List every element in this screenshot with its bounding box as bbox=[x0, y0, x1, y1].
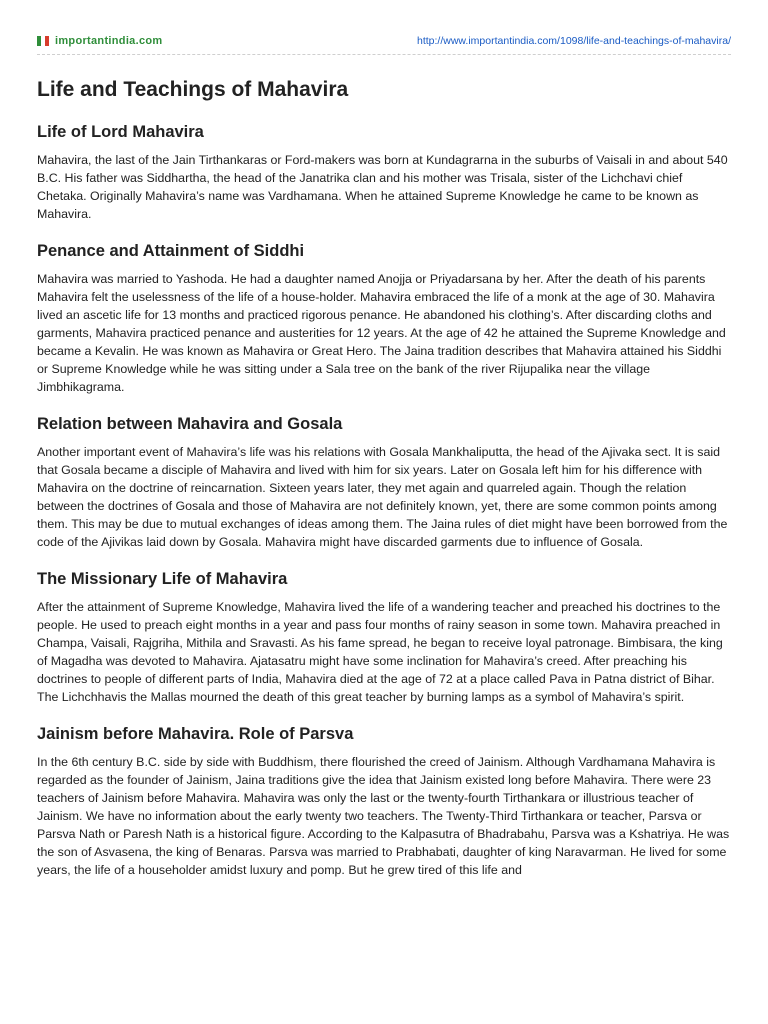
flag-stripe-red bbox=[45, 36, 49, 46]
section-body-life: Mahavira, the last of the Jain Tirthankaras or Ford-makers was born at Kundagrarna in the suburbs of Vaisali in and about 540 B.C. His father was Siddhartha, the head of the Janatrika clan and his mother was Trisala, sister of the Lichchavi chief Chetaka. Originally Mahavira’s name was Vardhamana. When he attained Supreme Knowledge he came to be known as Mahavira. bbox=[37, 153, 728, 221]
page-header bbox=[37, 33, 731, 49]
flag-icon bbox=[37, 36, 49, 46]
section-heading-parsva: Jainism before Mahavira. Role of Parsva bbox=[37, 725, 354, 743]
section-heading-life: Life of Lord Mahavira bbox=[37, 123, 204, 141]
article bbox=[37, 78, 731, 898]
page-url-link[interactable]: http://www.importantindia.com/1098/life-and-teachings-of-mahavira/ bbox=[417, 35, 731, 47]
header-divider bbox=[37, 54, 731, 55]
section-heading-penance: Penance and Attainment of Siddhi bbox=[37, 242, 305, 260]
site-brand[interactable] bbox=[37, 35, 162, 47]
section-body-parsva: In the 6th century B.C. side by side with Buddhism, there flourished the creed of Jainism. Although Vardhamana Mahavira is regarded as the founder of Jainism, Jaina traditions give the idea that Jainism existed long before Mahavira. There were 23 teachers of Jainism before Mahavira. Mahavira was only the last or the twenty-fourth Tirthankara or illustrious teacher of Jainism. We have no information about the early twenty two teachers. The Twenty-Third Tirthankara or teacher, Parsva or Parsva Nath or Paresh Nath is a historical figure. According to the Kalpasutra of Bhadrabahu, Parsva was a Kshatriya. He was the son of Asvasena, the king of Benaras. Parsva was married to Prabhabati, daughter of king Naravarman. He lived for some years, the life of a householder amidst luxury and pomp. But he grew tired of this life and bbox=[37, 755, 730, 877]
section-heading-gosala: Relation between Mahavira and Gosala bbox=[37, 415, 343, 433]
section-body-missionary: After the attainment of Supreme Knowledge, Mahavira lived the life of a wandering teacher and preached his doctrines to the people. He used to preach eight months in a year and pass four months of rainy season in some town. Mahavira preached in Champa, Vaisali, Rajgriha, Mithila and Sravasti. As his fame spread, he began to receive loyal patronage. Bimbisara, the king of Magadha was devoted to Mahavira. Ajatasatru might have some inclination for Mahavira’s creed. After preaching his doctrines to people of different parts of India, Mahavira died at the age of 72 at a place called Pava in Patna district of Bihar. The Lichchhavis the Mallas mourned the death of this great teacher by burning lamps as a symbol of Mahavira’s spirit. bbox=[37, 600, 723, 704]
site-name[interactable]: importantindia.com bbox=[55, 35, 163, 47]
section-body-penance: Mahavira was married to Yashoda. He had a daughter named Anojja or Priyadarsana by her. After the death of his parents Mahavira felt the uselessness of the life of a house-holder. Mahavira embraced the life of a monk at the age of 30. Mahavira lived an ascetic life for 13 months and practiced rigorous penance. He abandoned his clothing’s. After discarding cloths and garments, Mahavira practiced penance and austerities for 12 years. At the age of 42 he attained the Supreme Knowledge and became a Kevalin. He was known as Mahavira or Great Hero. The Jaina tradition describes that Mahavira attained his Siddhi or Supreme Knowledge while he was sitting under a Sala tree on the bank of the river Rijupalika near the village Jimbhikagrama. bbox=[37, 272, 726, 394]
page-title: Life and Teachings of Mahavira bbox=[37, 78, 349, 101]
section-heading-missionary: The Missionary Life of Mahavira bbox=[37, 570, 288, 588]
section-body-gosala: Another important event of Mahavira’s life was his relations with Gosala Mankhaliputta, the head of the Ajivaka sect. It is said that Gosala became a disciple of Mahavira and lived with him for six years. Later on Gosala left him for his difference with Mahavira on the doctrine of reincarnation. Sixteen years later, they met again and quarreled again. Though the relation between the doctrines of Gosala and those of Mahavira are not definitely known, yet, there are some common points among them. This may be due to mutual exchanges of ideas among them. The Jaina rules of diet might have been borrowed from the code of the Ajivikas laid down by Gosala. Mahavira might have discarded garments due to influence of Gosala. bbox=[37, 445, 728, 549]
